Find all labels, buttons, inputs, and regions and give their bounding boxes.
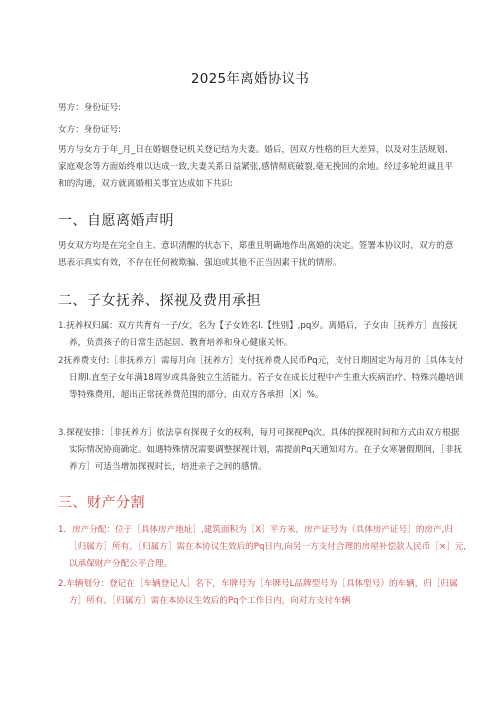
property-item-vehicle	[58, 576, 467, 610]
section-heading-voluntary-divorce: 一、自愿离婚声明	[58, 213, 174, 229]
male-party-line: 男方：身份证号:	[58, 103, 122, 113]
children-item-custody	[58, 318, 467, 352]
children-item-visitation	[58, 425, 467, 476]
section-heading-children: 二、子女抚养、探视及费用承担	[58, 293, 261, 309]
item-number: 2	[58, 579, 64, 589]
item-number: 3.	[58, 428, 67, 438]
item-text: 抚养费支付:［非抚养方］需每月向［抚养方］支付抚养费人民币Pq元，支付日期固定为每月的［具体支付日期l.直至子女年满18周岁或具备独立生活能力。若子女在成长过程中产生重大疾病治疗、特殊兴趣培训等特殊费用，超出正常抚养费范围的部分，由双方各承担［X］%。	[63, 356, 464, 400]
item-text: 抚养权归属：双方共育有一子/女，名为【子女姓名l.【性别】,pq岁。离婚后，子女由［抚养方］直接抚养，负责孩子的日常生活起居、教育培养和身心健康关怀。	[66, 321, 458, 348]
section-heading-property: 三、财产分割	[58, 495, 145, 511]
item-text: 房产分配：位于［具体房产地址］,建筑面积为［X］平方米，房产证号为（具体房产证号］的房产,归［归属方］所有。［归属方］需在本协议生效后的Pq日内,向另一方支付合理的房屋补偿款人民币［×］元,以承保财产分配公平合理。	[69, 525, 467, 569]
children-item-support-payment	[58, 353, 467, 404]
item-number: 1.	[58, 321, 67, 331]
voluntary-divorce-paragraph: 男女双方均是在完全自主、意识清醒的状态下，郑重且明确地作出离婚的决定。签署本协议时，双方的意思表示真实有效，不存在任何被欺骗、强迫或其他不正当因素干扰的情形。	[58, 241, 454, 268]
document-title: 2025年离婚协议书	[190, 71, 310, 87]
female-party-line: 女方：身份证号:	[58, 125, 122, 135]
item-number: 2	[58, 356, 64, 366]
item-text: .车辆划分：登记在［车辆登记人］名下，车牌号为［车牌号L品牌型号为［具体型号）的车辆，归［归属方］所有。［归属方］需在本协议生效后的Pq个工作日内，向对方支付车辆	[63, 579, 458, 606]
property-item-real-estate	[58, 522, 467, 573]
intro-paragraph: 男方与女方于年_月_日在婚姻登记机关登记结为夫妻。婚后，因双方性格的巨大差异，以及对生活规划、家庭观念等方面始终难以达成一致,夫妻关系日益紧张,感情彻底破裂,毫无挽回的余地。经过多轮坦诚且平和的沟通，双方就离婚相关事宜达成如下共识:	[58, 145, 454, 189]
item-number: 1．	[58, 525, 73, 535]
item-text: 探视安排：［非抚养方］依法享有探视子女的权利，每月可探视Pq次。具体的探视时间和方式由双方根据实际情况协商确定。如遇特殊情况需要调整探视计划，需提前Pq天通知对方。在子女寒暑假期间，［非抚养方］可适当增加探视时长，培进亲子之间的感情。	[66, 428, 463, 472]
